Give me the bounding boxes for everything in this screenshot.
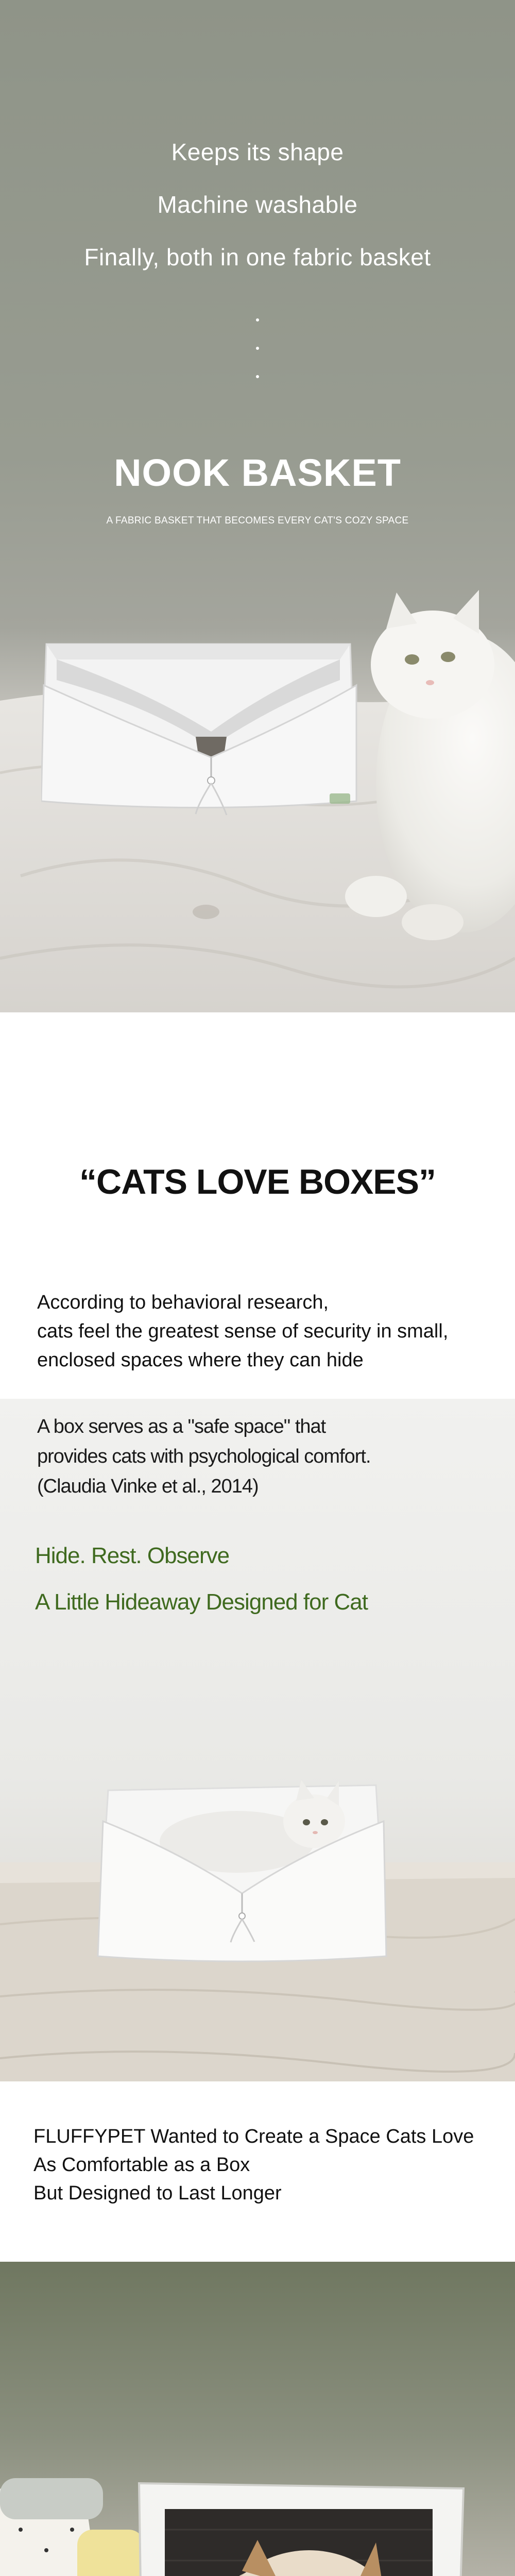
product-subtitle: A FABRIC BASKET THAT BECOMES EVERY CAT'S COZY SPACE	[106, 515, 409, 526]
hide-rest-observe-text: Hide. Rest. Observe	[35, 1543, 230, 1568]
hero-tagline-shape: Keeps its shape	[171, 139, 344, 165]
hideaway-designed-text: A Little Hideaway Designed for Cat	[35, 1589, 368, 1615]
research-line: cats feel the greatest sense of security in small,	[37, 1320, 449, 1342]
cats-love-boxes-section	[0, 1012, 515, 1399]
research-line: According to behavioral research,	[37, 1292, 329, 1313]
mission-line: As Comfortable as a Box	[33, 2154, 250, 2176]
safe-space-paragraph	[37, 1412, 501, 1501]
nook-basket-image	[41, 623, 360, 850]
hero-dot	[256, 318, 259, 321]
hero-tagline-washable: Machine washable	[157, 191, 358, 218]
hero-section	[0, 0, 515, 1012]
sturdy-box-section	[0, 2262, 515, 2576]
basket-with-cat-image	[93, 1775, 391, 1991]
cat-in-basket-topdown-image	[0, 2262, 515, 2576]
safe-space-line: A box serves as a "safe space" that	[37, 1416, 326, 1437]
mission-line: FLUFFYPET Wanted to Create a Space Cats Love	[33, 2126, 474, 2147]
mission-line: But Designed to Last Longer	[33, 2182, 282, 2204]
white-cat-image	[330, 587, 515, 948]
hideaway-section	[0, 1399, 515, 2081]
product-title: NOOK BASKET	[114, 451, 401, 494]
research-line: enclosed spaces where they can hide	[37, 1349, 364, 1371]
hero-dot	[256, 347, 259, 350]
hero-tagline-both: Finally, both in one fabric basket	[84, 244, 431, 270]
safe-space-line: provides cats with psychological comfort.	[37, 1446, 371, 1467]
mission-section	[0, 2081, 515, 2262]
hero-dot	[256, 375, 259, 378]
research-paragraph	[37, 1288, 501, 1375]
section-quote-title: “CATS LOVE BOXES”	[79, 1162, 436, 1201]
safe-space-line: (Claudia Vinke et al., 2014)	[37, 1476, 259, 1497]
mission-paragraph	[33, 2123, 497, 2208]
